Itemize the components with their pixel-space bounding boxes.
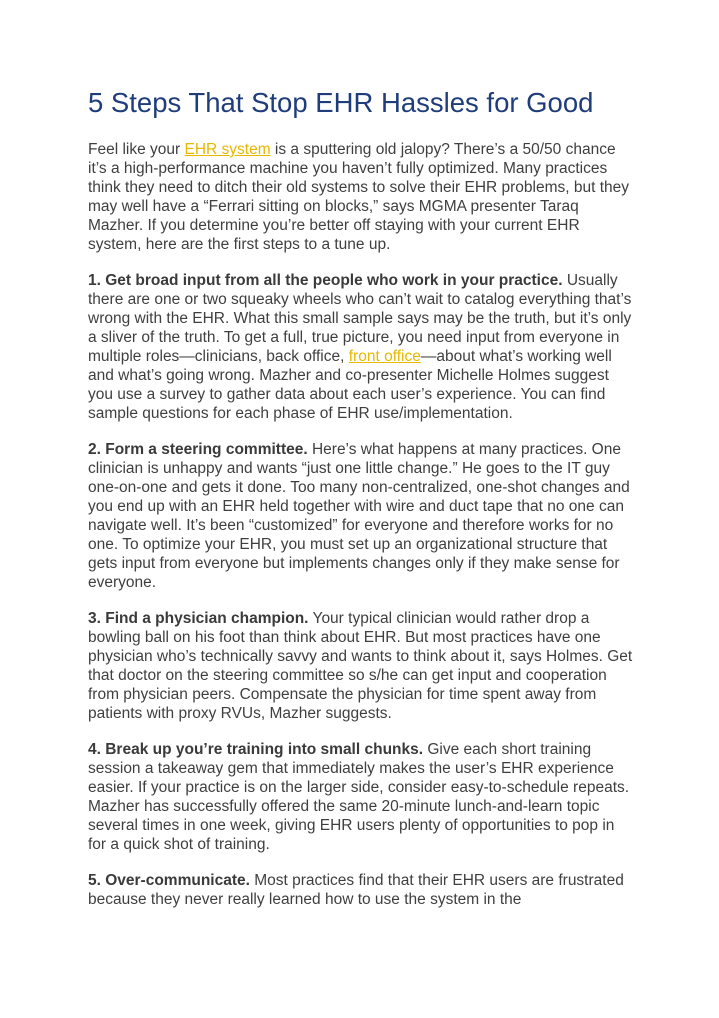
step-1-text-end: —about what’s working well and what’s going wrong. Mazher and co-presenter Michelle Holmes suggest you use a survey to gather data about each user’s experience. You can find sample questions for each phase of EHR use/implementation. [88,348,612,422]
step-3-heading: 3. Find a physician champion. [88,610,309,627]
step-5-heading: 5. Over-communicate. [88,872,250,889]
document-page [88,84,636,926]
intro-text-end: is a sputtering old jalopy? There’s a 50/50 chance it’s a high-performance machine you haven’t fully optimized. Many practices think they need to ditch their old systems to solve their EHR problems, but they may well have a “Ferrari sitting on blocks,” says MGMA presenter Taraq Mazher. If you determine you’re better off staying with your current EHR system, here are the first steps to a tune up. [88,141,630,253]
step-2-text: Here’s what happens at many practices. One clinician is unhappy and wants “just one little change.” He goes to the IT guy one-on-one and gets it done. Too many non-centralized, one-shot changes and you end up with an EHR held together with wire and duct tape that no one can navigate well. It’s been “customized” for everyone and therefore works for no one. To optimize your EHR, you must set up an organizational structure that gets input from everyone but implements changes only if they make sense for everyone. [88,441,630,591]
step-5-paragraph [88,871,636,909]
step-2-paragraph [88,440,636,592]
intro-paragraph [88,140,636,254]
page-title: 5 Steps That Stop EHR Hassles for Good [88,87,594,118]
step-3-paragraph [88,609,636,723]
step-4-text: Give each short training session a takeaway gem that immediately makes the user’s EHR experience easier. If your practice is on the larger side, consider easy-to-schedule repeats. Mazher has successfully offered the same 20-minute lunch-and-learn topic several times in one week, giving EHR users plenty of opportunities to pop in for a quick shot of training. [88,741,630,853]
step-1-paragraph [88,271,636,423]
intro-text-start: Feel like your [88,141,185,158]
step-4-heading: 4. Break up you’re training into small chunks. [88,741,424,758]
step-3-text: Your typical clinician would rather drop a bowling ball on his foot than think about EHR. But most practices have one physician who’s technically savvy and wants to think about it, says Holmes. Get that doctor on the steering committee so s/he can get input and cooperation from physician peers. Compensate the physician for time spent away from patients with proxy RVUs, Mazher suggests. [88,610,633,722]
step-4-paragraph [88,740,636,854]
ehr-system-link[interactable]: EHR system [184,141,271,158]
step-5-text: Most practices find that their EHR users are frustrated because they never really learned how to use the system in the [88,872,624,908]
step-1-heading: 1. Get broad input from all the people who work in your practice. [88,272,563,289]
step-2-heading: 2. Form a steering committee. [88,441,308,458]
step-1-text-start: Usually there are one or two squeaky wheels who can’t wait to catalog everything that’s wrong with the EHR. What this small sample says may be the truth, but it’s only a sliver of the truth. To get a full, true picture, you need input from everyone in multiple roles—clinicians, back office, [88,272,632,365]
front-office-link[interactable]: front office [348,348,421,365]
